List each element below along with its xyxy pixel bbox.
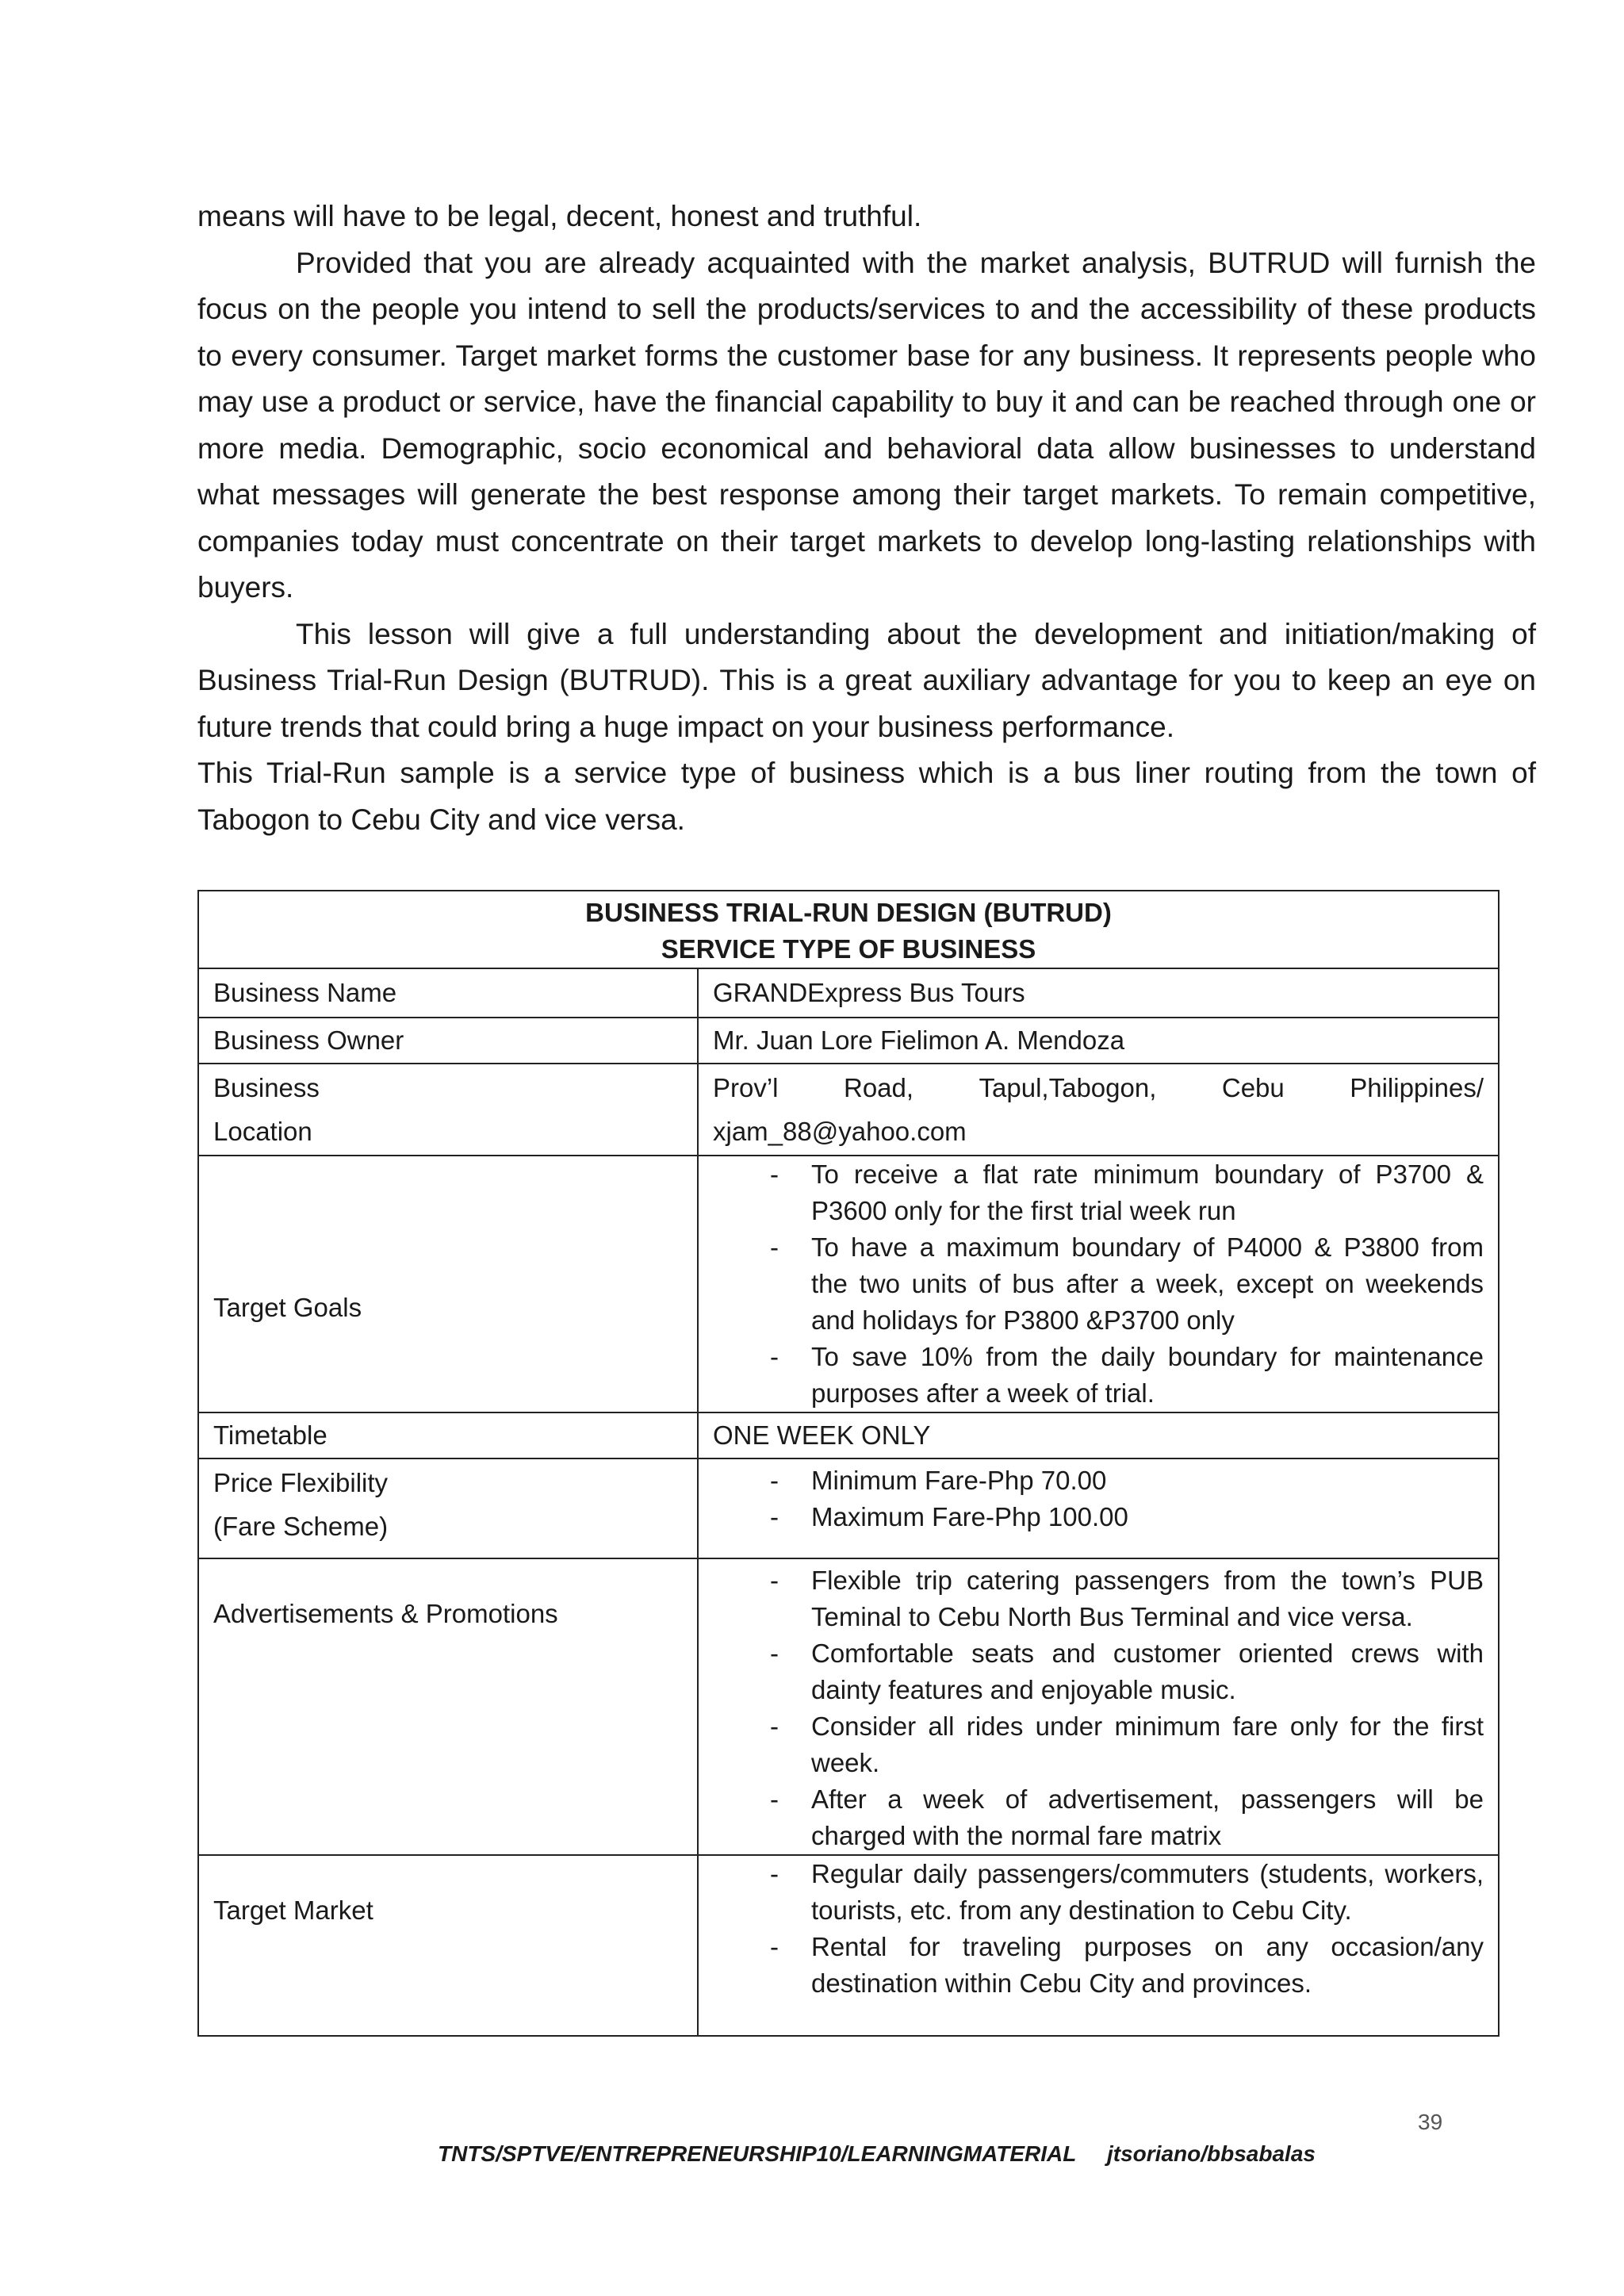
list-item: - To save 10% from the daily boundary for maintenance purposes after a week of trial. [770, 1339, 1484, 1412]
timetable-value: ONE WEEK ONLY [698, 1412, 1499, 1458]
target-goals-label: Target Goals [198, 1156, 698, 1412]
location-word: Road, [844, 1073, 914, 1102]
table-row-advertisements [198, 1558, 1499, 1855]
location-word: Prov’l [713, 1073, 779, 1102]
paragraph-2: Provided that you are already acquainted with the market analysis, BUTRUD will furnish the focus on the people you intend to sell the products/services to and the accessibility of these products to every consumer. Target market forms the customer base for any business. It represents people who may use a product or service, have the financial capability to buy it and can be reached through one or more media. Demographic, socio economical and behavioral data allow businesses to understand what messages will generate the best response among their target markets. To remain competitive, companies today must concentrate on their target markets to develop long-lasting relationships with buyers. [197, 246, 1536, 604]
target-market-label: Target Market [198, 1855, 698, 2036]
list-item: - Rental for traveling purposes on any occasion/any destination within Cebu City and provinces. [770, 1929, 1484, 2002]
price-flexibility-label [198, 1458, 698, 1558]
timetable-label: Timetable [198, 1412, 698, 1458]
paragraph-4: This Trial-Run sample is a service type of business which is a bus liner routing from the town of Tabogon to Cebu City and vice versa. [197, 757, 1536, 836]
table-row-business-location [198, 1064, 1499, 1156]
location-line-1 [713, 1066, 1484, 1110]
list-item: - Minimum Fare-Php 70.00 [770, 1462, 1484, 1499]
list-item: - Regular daily passengers/commuters (students, workers, tourists, etc. from any destination to Cebu City. [770, 1856, 1484, 1929]
footer-course-code: TNTS/SPTVE/ENTREPRENEURSHIP10/LEARNINGMATERIAL [438, 2141, 1077, 2166]
price-label-line-2: (Fare Scheme) [213, 1512, 389, 1541]
advertisements-label: Advertisements & Promotions [198, 1558, 698, 1855]
paragraph-1: means will have to be legal, decent, honest and truthful. [197, 200, 922, 232]
business-owner-label: Business Owner [198, 1018, 698, 1064]
butrud-table-wrapper [197, 890, 1498, 2037]
location-word: Cebu [1221, 1073, 1285, 1102]
advertisements-value [698, 1558, 1499, 1855]
location-line-2: xjam_88@yahoo.com [713, 1117, 967, 1146]
body-text [197, 194, 1536, 843]
footer-authors: jtsoriano/bbsabalas [1107, 2141, 1316, 2166]
target-market-value [698, 1855, 1499, 2036]
table-row-target-market [198, 1855, 1499, 2036]
business-location-label [198, 1064, 698, 1156]
table-row-business-name [198, 968, 1499, 1018]
table-row-target-goals [198, 1156, 1499, 1412]
advertisements-list [713, 1562, 1484, 1854]
table-title [198, 891, 1499, 968]
butrud-table [197, 890, 1500, 2037]
table-row-business-owner [198, 1018, 1499, 1064]
list-item: - Maximum Fare-Php 100.00 [770, 1499, 1484, 1535]
table-title-line-2: SERVICE TYPE OF BUSINESS [661, 934, 1036, 964]
table-title-line-1: BUSINESS TRIAL-RUN DESIGN (BUTRUD) [585, 898, 1112, 927]
list-item: - Flexible trip catering passengers from the town’s PUB Teminal to Cebu North Bus Terminal and vice versa. [770, 1562, 1484, 1635]
target-goals-list [713, 1156, 1484, 1412]
business-name-value: GRANDExpress Bus Tours [698, 968, 1499, 1018]
price-list [713, 1462, 1484, 1535]
price-flexibility-value [698, 1458, 1499, 1558]
list-item: - After a week of advertisement, passengers will be charged with the normal fare matrix [770, 1781, 1484, 1854]
table-title-row [198, 891, 1499, 968]
list-item: - To receive a flat rate minimum boundary of P3700 & P3600 only for the first trial week run [770, 1156, 1484, 1229]
list-item: - To have a maximum boundary of P4000 & P3800 from the two units of bus after a week, except on weekends and holidays for P3800 &P3700 only [770, 1229, 1484, 1339]
page-number: 39 [1418, 2110, 1443, 2134]
target-market-list [713, 1856, 1484, 2002]
business-owner-value: Mr. Juan Lore Fielimon A. Mendoza [698, 1018, 1499, 1064]
location-label-line-2: Location [213, 1117, 312, 1146]
location-word: Tapul,Tabogon, [979, 1073, 1157, 1102]
table-row-price-flexibility [198, 1458, 1499, 1558]
table-row-timetable [198, 1412, 1499, 1458]
target-goals-value [698, 1156, 1499, 1412]
price-label-line-1: Price Flexibility [213, 1468, 389, 1497]
paragraph-3: This lesson will give a full understanding about the development and initiation/making of Business Trial-Run Design (BUTRUD). This is a great auxiliary advantage for you to keep an eye on future trends that could bring a huge impact on your business performance. [197, 617, 1536, 743]
business-name-label: Business Name [198, 968, 698, 1018]
location-word: Philippines/ [1350, 1073, 1484, 1102]
list-item: - Consider all rides under minimum fare only for the first week. [770, 1708, 1484, 1781]
business-location-value [698, 1064, 1499, 1156]
location-label-line-1: Business [213, 1073, 320, 1102]
list-item: - Comfortable seats and customer oriented crews with dainty features and enjoyable music. [770, 1635, 1484, 1708]
